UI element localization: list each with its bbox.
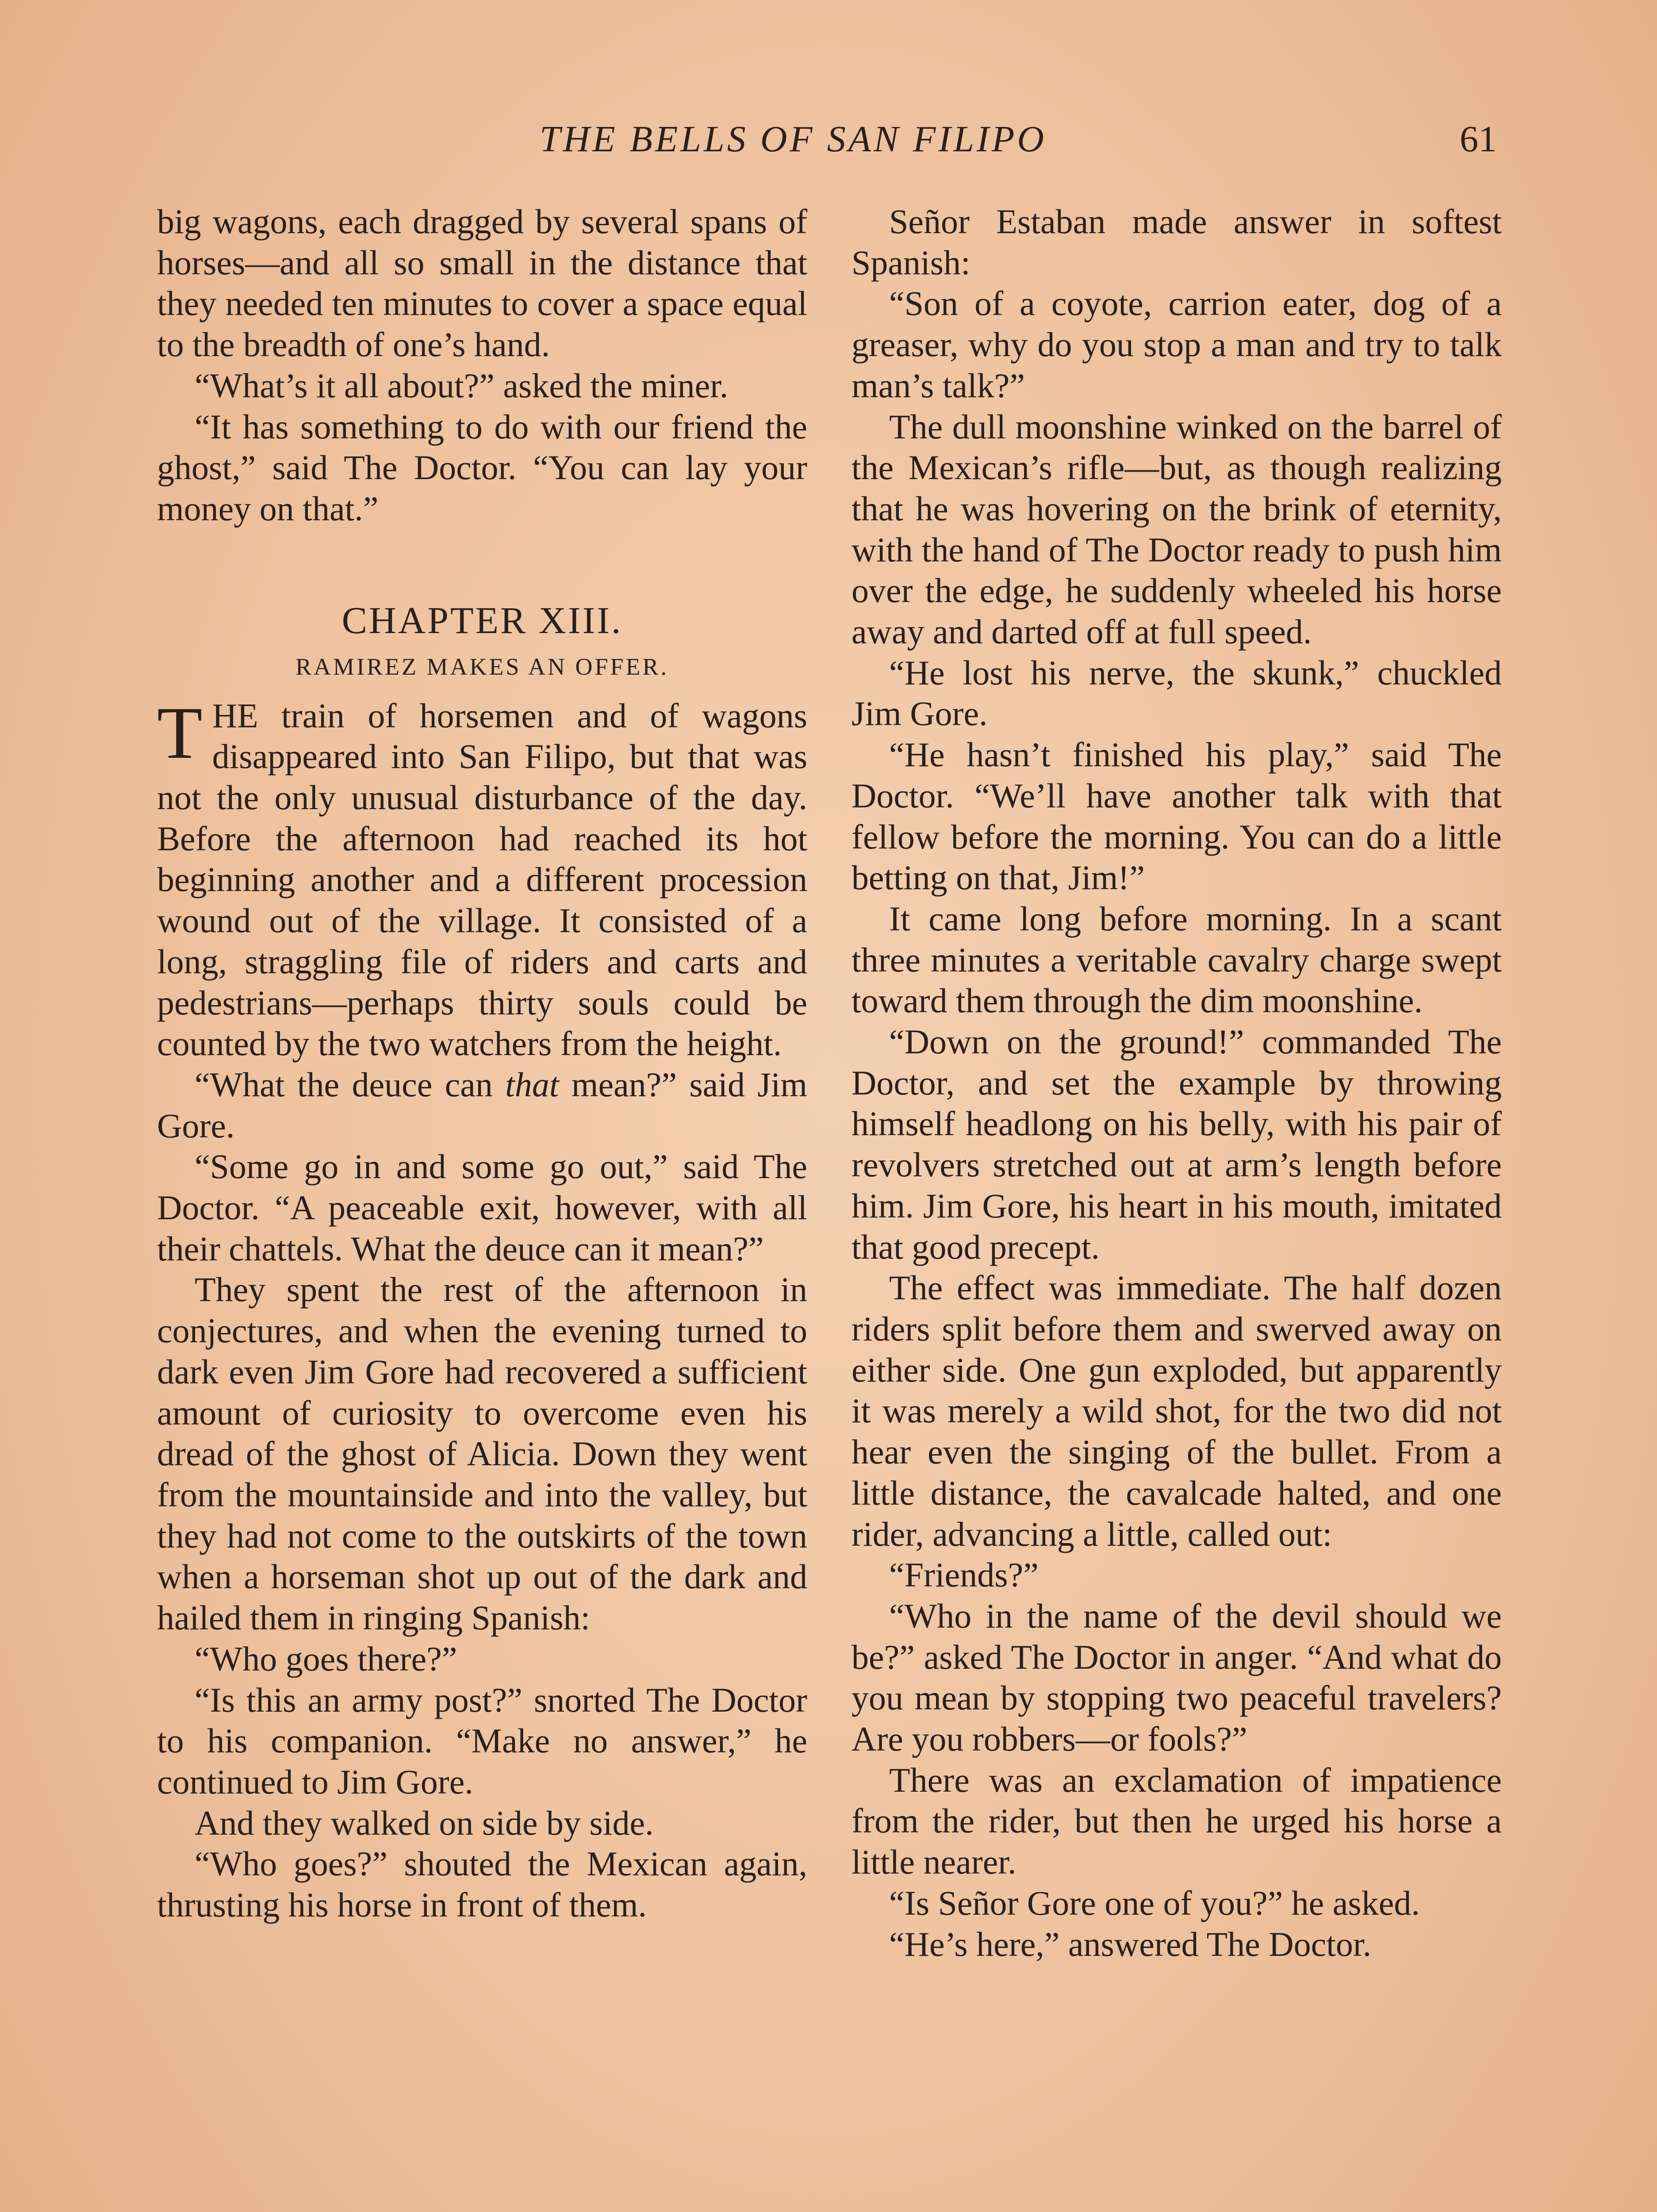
paragraph: “Is this an army post?” snorted The Doctor to his companion. “Make no answer,” he continued to Jim Gore. xyxy=(157,1680,807,1801)
page-number: 61 xyxy=(1460,119,1497,160)
paragraph: “He’s here,” answered The Doctor. xyxy=(889,1924,1372,1963)
paragraph: “Is Señor Gore one of you?” he asked. xyxy=(889,1883,1420,1922)
paragraph: It came long before morning. In a scant three minutes a veritable cavalry charge swept toward them through the dim moonshine. xyxy=(852,899,1502,1020)
page-header xyxy=(0,113,1657,166)
chapter-title: CHAPTER XIII. xyxy=(341,599,623,641)
paragraph: There was an exclamation of impatience from the rider, but then he urged his horse a little nearer. xyxy=(852,1760,1502,1882)
paragraph: Señor Estaban made answer in softest Spanish: xyxy=(852,202,1502,282)
paragraph: “Who goes there?” xyxy=(195,1639,457,1678)
paragraph xyxy=(157,1064,807,1146)
running-title: THE BELLS OF SAN FILIPO xyxy=(540,119,1047,160)
left-column xyxy=(157,201,807,1926)
right-column xyxy=(852,201,1502,1965)
paragraph: They spent the rest of the afternoon in conjectures, and when the evening turned to dark even Jim Gore had recovered a sufficient amount of curiosity to overcome even his dread of the ghost of Alicia. Down they went from the mountainside and into the valley, but they had not come to the outskirts of the town when a horseman shot up out of the dark and hailed them in ringing Spanish: xyxy=(157,1270,807,1637)
paragraph: “Son of a coyote, carrion eater, dog of a greaser, why do you stop a man and try to talk man’s talk?” xyxy=(852,284,1502,405)
paragraph: “It has something to do with our friend the ghost,” said The Doctor. “You can lay your money on that.” xyxy=(157,407,807,528)
paragraph: “Who in the name of the devil should we be?” asked The Doctor in anger. “And what do you mean by stopping two peaceful travelers? Are you robbers—or fools?” xyxy=(852,1596,1502,1759)
paragraph: “Down on the ground!” commanded The Doctor, and set the example by throwing himself headlong on his belly, with his pair of revolvers stretched out at arm’s length before him. Jim Gore, his heart in his mouth, imitated that good precept. xyxy=(852,1022,1502,1266)
paragraph: “What’s it all about?” asked the miner. xyxy=(195,366,729,405)
emphasis: that xyxy=(505,1065,559,1104)
paragraph: “Some go in and some go out,” said The Doctor. “A peaceable exit, however, with all their chattels. What the deuce can it mean?” xyxy=(157,1147,807,1268)
drop-cap: T xyxy=(157,691,203,774)
paragraph-text: mean?” said Jim Gore. xyxy=(157,1065,807,1145)
paragraph: “Who goes?” shouted the Mexican again, thrusting his horse in front of them. xyxy=(157,1844,807,1924)
paragraph: The dull moonshine winked on the barrel of the Mexican’s rifle—but, as though realizing that he was hovering on the brink of eternity, with the hand of The Doctor ready to push him over the edge, he suddenly wheeled his horse away and darted off at full speed. xyxy=(852,407,1502,651)
paragraph: The effect was immediate. The half dozen riders split before them and swerved away on either side. One gun exploded, but apparently it was merely a wild shot, for the two did not hear even the singing of the bullet. From a little distance, the cavalcade halted, and one rider, advancing a little, called out: xyxy=(852,1268,1502,1553)
paragraph: “He lost his nerve, the skunk,” chuckled Jim Gore. xyxy=(852,653,1502,733)
paragraph: “He hasn’t finished his play,” said The Doctor. “We’ll have another talk with that fellow before the morning. You can do a little betting on that, Jim!” xyxy=(852,735,1502,897)
paragraph: “Friends?” xyxy=(889,1555,1039,1594)
paragraph: And they walked on side by side. xyxy=(195,1803,654,1842)
paragraph: big wagons, each dragged by several spans of horses—and all so small in the distance that they needed ten minutes to cover a space equal to the breadth of one’s hand. xyxy=(157,202,807,364)
paragraph-text: “What the deuce can xyxy=(195,1065,506,1104)
chapter-opening-paragraph xyxy=(157,691,807,1064)
paragraph-text: HE train of horsemen and of wagons disappeared into San Filipo, but that was not the only unusual disturbance of the day. Before the afternoon had reached its hot beginning another and a different procession wound out of the village. It consisted of a long, straggling file of riders and carts and pedestrians—perhaps thirty souls could be counted by the two watchers from the height. xyxy=(157,696,807,1063)
chapter-subtitle: RAMIREZ MAKES AN OFFER. xyxy=(295,653,669,680)
